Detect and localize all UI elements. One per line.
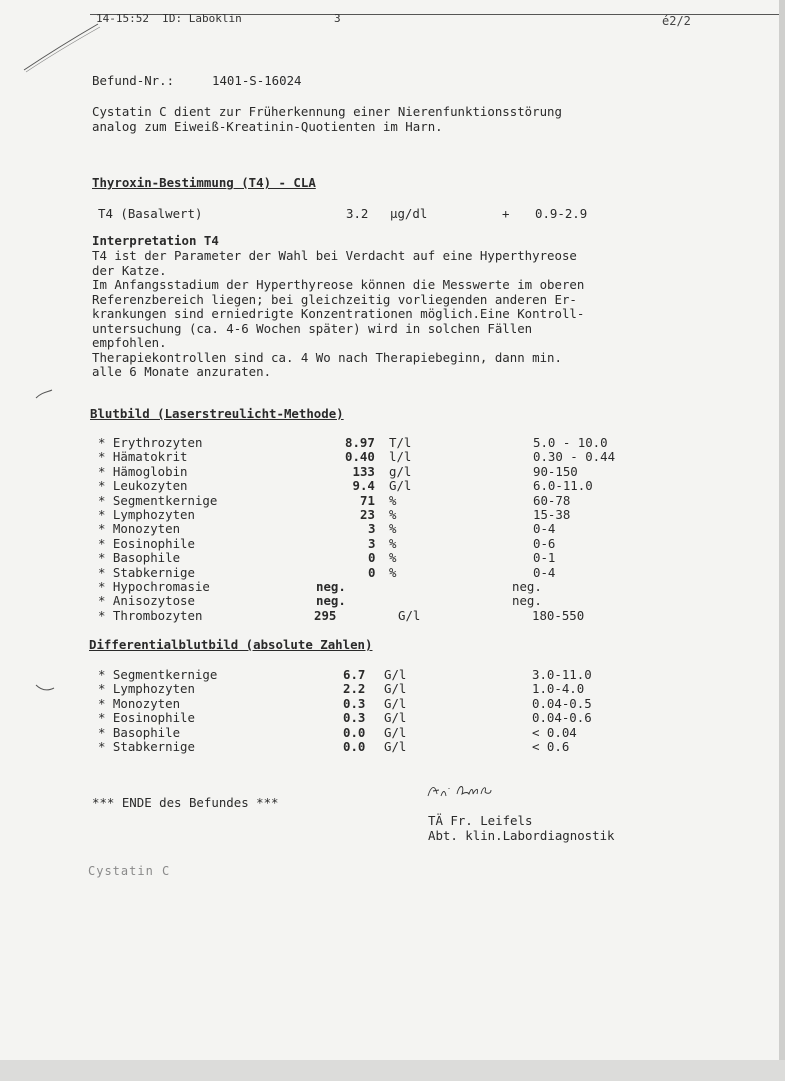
- cell-ref: 0-4: [533, 521, 556, 537]
- fax-header: 14-15:52 ID: Laboklin: [96, 12, 242, 25]
- cell-value: 8.97: [345, 435, 375, 450]
- cell-value: 6.7: [343, 667, 366, 682]
- signer-department: Abt. klin.Labordiagnostik: [428, 828, 615, 843]
- table-row: [98, 493, 738, 508]
- scan-right-edge: [779, 0, 785, 1081]
- cell-unit: %: [389, 535, 397, 551]
- interp-text: [92, 249, 584, 380]
- cell-value: neg.: [316, 579, 346, 594]
- cell-ref: 15-38: [533, 507, 571, 522]
- table-row: [98, 739, 738, 754]
- cell-name: * Erythrozyten: [98, 435, 203, 450]
- cell-name: * Monozyten: [98, 521, 181, 537]
- interp-line: Referenzbereich liegen; bei gleichzeitig vorliegenden anderen Er-: [92, 291, 577, 307]
- cell-unit: G/l: [384, 695, 407, 711]
- cell-value: 0.3: [343, 695, 366, 711]
- cell-unit: G/l: [384, 710, 407, 726]
- cell-value: 0.3: [343, 710, 366, 726]
- table-row: [98, 435, 738, 450]
- t4-heading: Thyroxin-Bestimmung (T4) - CLA: [92, 175, 316, 190]
- cell-ref: 180-550: [532, 607, 585, 623]
- cell-ref: 6.0-11.0: [533, 478, 593, 494]
- interp-line: alle 6 Monate anzuraten.: [92, 364, 272, 379]
- cell-value: 2.2: [343, 681, 366, 697]
- table-row: [98, 536, 738, 551]
- cell-name: * Eosinophile: [98, 710, 195, 726]
- cell-name: * Thrombozyten: [98, 607, 203, 623]
- cell-name: * Monozyten: [98, 695, 181, 711]
- interp-line: krankungen sind erniedrigte Konzentrationen möglich.Eine Kontroll-: [92, 306, 585, 321]
- cell-ref: 3.0-11.0: [532, 667, 592, 682]
- cell-name: * Leukozyten: [98, 478, 188, 494]
- cell-unit: G/l: [384, 724, 407, 740]
- cell-ref: < 0.6: [532, 739, 570, 754]
- table-row: [98, 681, 738, 696]
- cell-name: * Lymphozyten: [98, 507, 195, 522]
- t4-flag: +: [502, 206, 510, 221]
- cell-name: * Lymphozyten: [98, 681, 195, 697]
- cell-unit: %: [389, 564, 397, 580]
- table-row: [98, 550, 738, 565]
- cell-ref: 60-78: [533, 492, 571, 508]
- table-row: [98, 593, 738, 608]
- interp-line: T4 ist der Parameter der Wahl bei Verdacht auf eine Hyperthyreose: [92, 248, 577, 263]
- cell-ref: 0-1: [533, 550, 556, 566]
- cell-name: * Hämoglobin: [98, 463, 188, 479]
- cell-name: * Stabkernige: [98, 739, 195, 754]
- end-of-report: *** ENDE des Befundes ***: [92, 795, 279, 810]
- cell-name: * Basophile: [98, 550, 181, 566]
- cell-unit: G/l: [384, 681, 407, 697]
- cell-ref: 0.30 - 0.44: [533, 449, 616, 465]
- interp-line: Im Anfangsstadium der Hyperthyreose können die Messwerte im oberen: [92, 277, 585, 292]
- cell-value: 3: [368, 535, 376, 551]
- table-row: [98, 478, 738, 493]
- cell-ref: neg.: [512, 593, 542, 609]
- cell-unit: %: [389, 521, 397, 537]
- cell-ref: 90-150: [533, 463, 578, 479]
- table-row: [98, 521, 738, 536]
- table-row: [98, 710, 738, 725]
- cell-name: * Segmentkernige: [98, 492, 218, 508]
- befund-label: Befund-Nr.:: [92, 73, 175, 88]
- interp-line: Therapiekontrollen sind ca. 4 Wo nach Therapiebeginn, dann min.: [92, 349, 562, 365]
- t4-unit: µg/dl: [390, 206, 428, 221]
- cell-value: 0.0: [343, 724, 366, 740]
- cell-name: * Segmentkernige: [98, 667, 218, 682]
- signer-name: TÄ Fr. Leifels: [428, 813, 533, 828]
- cell-ref: 0-4: [533, 564, 556, 580]
- cell-unit: %: [389, 507, 397, 522]
- cell-value: 0: [368, 550, 376, 566]
- interp-line: untersuchung (ca. 4-6 Wochen später) wird in solchen Fällen: [92, 320, 533, 336]
- cell-ref: 0.04-0.6: [532, 710, 592, 726]
- fax-page-number: 3: [334, 12, 341, 25]
- table-row: [98, 725, 738, 740]
- cell-ref: 1.0-4.0: [532, 681, 585, 697]
- t4-ref: 0.9-2.9: [535, 206, 588, 221]
- cell-value: 0: [368, 564, 376, 580]
- signature-handwritten: [425, 780, 495, 802]
- t4-row: [98, 206, 738, 221]
- cystatin-note-line: Cystatin C dient zur Früherkennung einer Nierenfunktionsstörung: [92, 104, 562, 119]
- table-row: [98, 696, 738, 711]
- cell-ref: < 0.04: [532, 724, 577, 740]
- table-row: [98, 449, 738, 464]
- blutbild-heading: Blutbild (Laserstreulicht-Methode): [90, 406, 344, 421]
- cell-unit: l/l: [389, 449, 412, 465]
- scan-bottom-edge: [0, 1060, 785, 1081]
- cell-unit: G/l: [398, 607, 421, 623]
- table-row: [98, 579, 738, 594]
- cell-ref: 0-6: [533, 535, 556, 551]
- table-row: [98, 507, 738, 522]
- cell-name: * Anisozytose: [98, 593, 195, 609]
- scan-scratch-mark: [22, 20, 102, 75]
- cystatin-note-line: analog zum Eiweiß-Kreatinin-Quotienten im Harn.: [92, 118, 443, 134]
- cell-value: neg.: [316, 593, 346, 609]
- interp-line: der Katze.: [92, 262, 167, 278]
- befund-number: 1401-S-16024: [212, 73, 302, 88]
- cell-unit: T/l: [389, 435, 412, 450]
- cell-ref: 0.04-0.5: [532, 695, 592, 711]
- t4-value: 3.2: [346, 206, 369, 221]
- interp-heading: Interpretation T4: [92, 233, 219, 248]
- cell-ref: neg.: [512, 579, 542, 594]
- cell-unit: g/l: [389, 463, 412, 479]
- cell-value: 9.4: [352, 478, 375, 494]
- cell-name: * Hämatokrit: [98, 449, 188, 465]
- cell-unit: G/l: [384, 667, 407, 682]
- cell-name: * Basophile: [98, 724, 181, 740]
- t4-name: T4 (Basalwert): [98, 206, 203, 221]
- cell-value: 3: [368, 521, 376, 537]
- cell-unit: G/l: [389, 478, 412, 494]
- cell-value: 23: [360, 507, 375, 522]
- bleed-through-text: Cystatin C: [88, 864, 171, 878]
- punch-mark: [34, 388, 54, 402]
- cell-value: 295: [314, 607, 337, 623]
- cell-name: * Stabkernige: [98, 564, 195, 580]
- cell-value: 133: [352, 463, 375, 479]
- fax-corner-mark: é2/2: [662, 14, 691, 28]
- interp-line: empfohlen.: [92, 335, 167, 350]
- cell-unit: G/l: [384, 739, 407, 754]
- cell-name: * Eosinophile: [98, 535, 195, 551]
- table-row: [98, 608, 738, 623]
- table-row: [98, 565, 738, 580]
- cell-value: 71: [360, 492, 375, 508]
- punch-mark: [34, 682, 56, 694]
- cell-ref: 5.0 - 10.0: [533, 435, 608, 450]
- cell-unit: %: [389, 492, 397, 508]
- table-row: [98, 667, 738, 682]
- cell-unit: %: [389, 550, 397, 566]
- table-row: [98, 464, 738, 479]
- cell-value: 0.0: [343, 739, 366, 754]
- cell-name: * Hypochromasie: [98, 579, 210, 594]
- differential-heading: Differentialblutbild (absolute Zahlen): [89, 637, 373, 652]
- cell-value: 0.40: [345, 449, 375, 465]
- cystatin-note: [92, 105, 562, 134]
